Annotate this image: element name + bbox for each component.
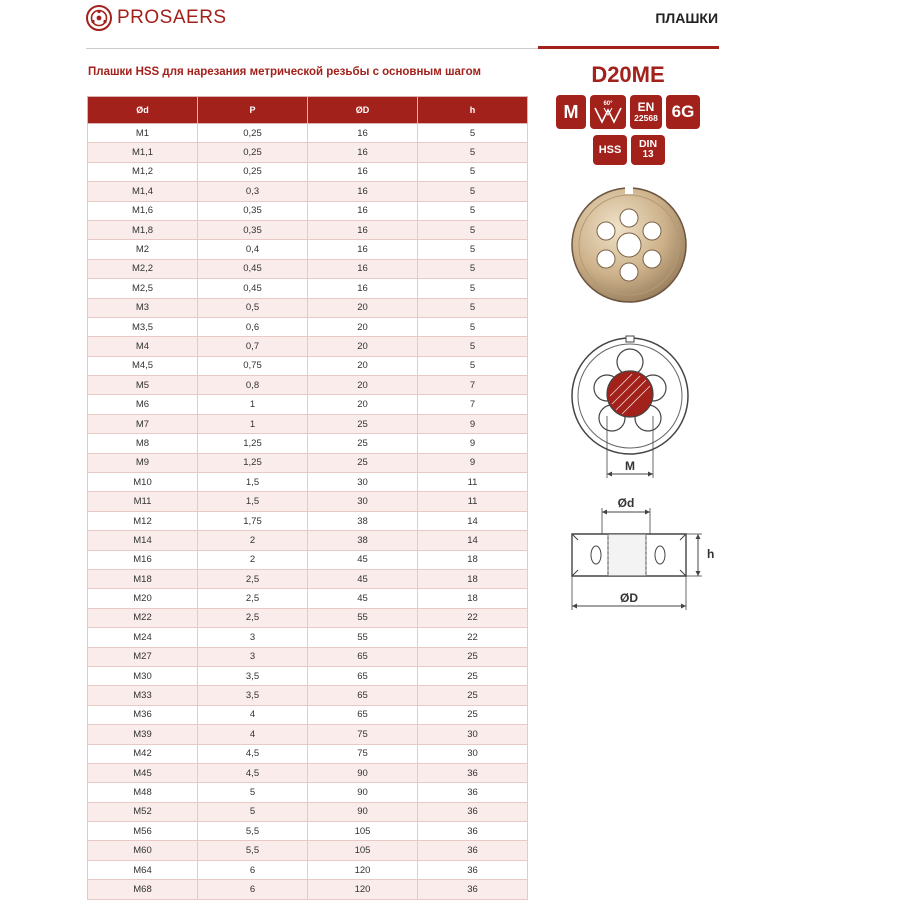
cell-od: 75 <box>308 744 418 763</box>
header-cell-h: h <box>418 97 528 124</box>
cell-d: M12 <box>88 511 198 530</box>
cell-od: 65 <box>308 666 418 685</box>
cell-h: 25 <box>418 705 528 724</box>
cell-h: 30 <box>418 725 528 744</box>
cell-p: 1,75 <box>198 511 308 530</box>
table-row <box>88 240 528 259</box>
cell-h: 9 <box>418 434 528 453</box>
table-row <box>88 201 528 220</box>
cell-h: 5 <box>418 259 528 278</box>
cell-h: 5 <box>418 279 528 298</box>
cell-p: 0,75 <box>198 356 308 375</box>
cell-d: M8 <box>88 434 198 453</box>
cell-d: M48 <box>88 783 198 802</box>
cell-d: M30 <box>88 666 198 685</box>
cell-h: 36 <box>418 763 528 782</box>
cell-od: 65 <box>308 647 418 666</box>
material-badge: HSS <box>593 135 627 165</box>
cell-d: M64 <box>88 860 198 879</box>
brand-name: PROSAERS <box>117 7 227 28</box>
cell-od: 16 <box>308 279 418 298</box>
cell-d: M1 <box>88 124 198 143</box>
cell-od: 16 <box>308 143 418 162</box>
cell-d: M7 <box>88 414 198 433</box>
table-header-row <box>88 97 528 124</box>
cell-od: 25 <box>308 453 418 472</box>
cell-d: M16 <box>88 550 198 569</box>
cell-h: 5 <box>418 182 528 201</box>
cell-d: M1,1 <box>88 143 198 162</box>
cell-od: 16 <box>308 220 418 239</box>
cell-d: M42 <box>88 744 198 763</box>
cell-d: M36 <box>88 705 198 724</box>
cell-p: 2 <box>198 550 308 569</box>
product-code: D20ME <box>591 62 665 87</box>
cell-h: 36 <box>418 783 528 802</box>
cell-od: 105 <box>308 822 418 841</box>
table-row <box>88 298 528 317</box>
din-standard-number: 13 <box>642 149 654 161</box>
cell-h: 5 <box>418 298 528 317</box>
cell-d: M56 <box>88 822 198 841</box>
table-row <box>88 763 528 782</box>
cell-h: 7 <box>418 376 528 395</box>
table-row <box>88 492 528 511</box>
cell-p: 1,5 <box>198 473 308 492</box>
cell-p: 5,5 <box>198 841 308 860</box>
cell-h: 5 <box>418 162 528 181</box>
cell-p: 0,7 <box>198 337 308 356</box>
cell-p: 0,5 <box>198 298 308 317</box>
cell-h: 5 <box>418 220 528 239</box>
cell-od: 55 <box>308 628 418 647</box>
table-row <box>88 550 528 569</box>
cell-h: 7 <box>418 395 528 414</box>
en-standard-badge <box>630 95 662 129</box>
cell-h: 5 <box>418 337 528 356</box>
cell-h: 36 <box>418 841 528 860</box>
cell-p: 3 <box>198 647 308 666</box>
table-row <box>88 337 528 356</box>
table-row <box>88 531 528 550</box>
cell-d: M18 <box>88 569 198 588</box>
table-row <box>88 647 528 666</box>
cell-h: 11 <box>418 492 528 511</box>
header-divider <box>86 48 538 49</box>
cell-h: 5 <box>418 124 528 143</box>
thread-angle-badge <box>590 95 626 129</box>
cell-od: 30 <box>308 473 418 492</box>
table-row <box>88 162 528 181</box>
cell-p: 5 <box>198 783 308 802</box>
table-row <box>88 395 528 414</box>
cell-d: M1,2 <box>88 162 198 181</box>
cell-od: 16 <box>308 201 418 220</box>
cell-od: 20 <box>308 337 418 356</box>
cell-d: M27 <box>88 647 198 666</box>
cell-p: 2 <box>198 531 308 550</box>
cell-od: 20 <box>308 376 418 395</box>
cell-d: M2,5 <box>88 279 198 298</box>
cell-p: 0,45 <box>198 259 308 278</box>
table-row <box>88 860 528 879</box>
cell-d: M3,5 <box>88 317 198 336</box>
cell-p: 0,45 <box>198 279 308 298</box>
cell-h: 36 <box>418 802 528 821</box>
cell-p: 1,5 <box>198 492 308 511</box>
table-row <box>88 880 528 899</box>
cell-h: 5 <box>418 143 528 162</box>
table-row <box>88 822 528 841</box>
cell-p: 2,5 <box>198 569 308 588</box>
cell-h: 25 <box>418 647 528 666</box>
table-row <box>88 744 528 763</box>
cell-h: 18 <box>418 589 528 608</box>
header-accent-divider <box>538 46 719 49</box>
table-body <box>88 124 528 900</box>
cell-h: 11 <box>418 473 528 492</box>
cell-p: 4 <box>198 705 308 724</box>
cell-h: 18 <box>418 569 528 588</box>
cell-od: 20 <box>308 356 418 375</box>
cell-d: M4,5 <box>88 356 198 375</box>
cell-p: 0,3 <box>198 182 308 201</box>
cell-od: 38 <box>308 511 418 530</box>
cell-d: M33 <box>88 686 198 705</box>
cell-d: M52 <box>88 802 198 821</box>
cell-od: 65 <box>308 705 418 724</box>
diameter-label-m: M <box>625 459 635 473</box>
cell-d: M14 <box>88 531 198 550</box>
cell-p: 1 <box>198 395 308 414</box>
cell-p: 0,6 <box>198 317 308 336</box>
cell-od: 16 <box>308 124 418 143</box>
cell-od: 45 <box>308 550 418 569</box>
cell-h: 9 <box>418 414 528 433</box>
table-row <box>88 841 528 860</box>
en-standard-number: 22568 <box>634 112 658 123</box>
cell-p: 6 <box>198 880 308 899</box>
cell-d: M3 <box>88 298 198 317</box>
cell-d: M39 <box>88 725 198 744</box>
cell-od: 16 <box>308 240 418 259</box>
cell-p: 1,25 <box>198 453 308 472</box>
cell-od: 120 <box>308 860 418 879</box>
header-cell-p: P <box>198 97 308 124</box>
table-row <box>88 569 528 588</box>
cell-h: 14 <box>418 531 528 550</box>
tolerance-badge: 6G <box>666 95 700 129</box>
height-label: h <box>707 547 715 561</box>
table-row <box>88 259 528 278</box>
table-title: Плашки HSS для нарезания метрической резьбы с основным шагом <box>88 66 481 78</box>
cell-d: M45 <box>88 763 198 782</box>
table-row <box>88 376 528 395</box>
cell-od: 25 <box>308 434 418 453</box>
metric-thread-badge: M <box>556 95 586 129</box>
table-row <box>88 666 528 685</box>
cell-h: 22 <box>418 628 528 647</box>
cell-p: 4 <box>198 725 308 744</box>
cell-d: M1,8 <box>88 220 198 239</box>
cell-d: M5 <box>88 376 198 395</box>
cell-d: M6 <box>88 395 198 414</box>
cell-od: 105 <box>308 841 418 860</box>
cell-od: 45 <box>308 589 418 608</box>
table-row <box>88 686 528 705</box>
cell-p: 0,4 <box>198 240 308 259</box>
die-front-diagram <box>560 326 700 486</box>
cell-p: 5,5 <box>198 822 308 841</box>
cell-d: M1,6 <box>88 201 198 220</box>
cell-od: 30 <box>308 492 418 511</box>
din-standard-badge <box>631 135 665 165</box>
cell-p: 4,5 <box>198 744 308 763</box>
inner-diameter-label: Ød <box>617 496 635 510</box>
cell-p: 1,25 <box>198 434 308 453</box>
en-standard-label: EN <box>637 100 655 115</box>
cell-d: M60 <box>88 841 198 860</box>
cell-h: 5 <box>418 317 528 336</box>
table-row <box>88 628 528 647</box>
cell-p: 0,8 <box>198 376 308 395</box>
table-row <box>88 220 528 239</box>
table-row <box>88 589 528 608</box>
din-standard-label: DIN <box>638 138 658 151</box>
die-photo <box>570 186 688 304</box>
cell-d: M1,4 <box>88 182 198 201</box>
die-side-diagram <box>552 494 724 614</box>
table-row <box>88 414 528 433</box>
cell-p: 3 <box>198 628 308 647</box>
logo-icon <box>86 5 112 31</box>
outer-diameter-label: ØD <box>620 591 638 605</box>
table-row <box>88 279 528 298</box>
table-row <box>88 473 528 492</box>
cell-h: 5 <box>418 201 528 220</box>
cell-od: 75 <box>308 725 418 744</box>
cell-d: M11 <box>88 492 198 511</box>
cell-h: 36 <box>418 822 528 841</box>
table-row <box>88 124 528 143</box>
cell-h: 14 <box>418 511 528 530</box>
cell-od: 16 <box>308 182 418 201</box>
cell-h: 9 <box>418 453 528 472</box>
cell-p: 4,5 <box>198 763 308 782</box>
cell-p: 2,5 <box>198 589 308 608</box>
cell-d: M20 <box>88 589 198 608</box>
table-row <box>88 434 528 453</box>
table-row <box>88 453 528 472</box>
cell-od: 20 <box>308 395 418 414</box>
header-cell-od: ØD <box>308 97 418 124</box>
cell-d: M2 <box>88 240 198 259</box>
cell-od: 38 <box>308 531 418 550</box>
cell-p: 3,5 <box>198 686 308 705</box>
header-cell-d: Ød <box>88 97 198 124</box>
cell-h: 5 <box>418 356 528 375</box>
cell-d: M4 <box>88 337 198 356</box>
cell-d: M9 <box>88 453 198 472</box>
dimensions-table <box>87 96 528 900</box>
cell-od: 90 <box>308 783 418 802</box>
cell-od: 25 <box>308 414 418 433</box>
cell-od: 45 <box>308 569 418 588</box>
table-row <box>88 802 528 821</box>
cell-h: 36 <box>418 880 528 899</box>
cell-h: 5 <box>418 240 528 259</box>
table-row <box>88 182 528 201</box>
cell-od: 90 <box>308 802 418 821</box>
cell-p: 1 <box>198 414 308 433</box>
thread-angle-value: 60° <box>603 101 613 107</box>
cell-d: M24 <box>88 628 198 647</box>
cell-p: 0,25 <box>198 162 308 181</box>
cell-d: M22 <box>88 608 198 627</box>
cell-h: 25 <box>418 686 528 705</box>
cell-d: M2,2 <box>88 259 198 278</box>
table-row <box>88 317 528 336</box>
cell-p: 0,25 <box>198 124 308 143</box>
cell-od: 120 <box>308 880 418 899</box>
cell-h: 25 <box>418 666 528 685</box>
cell-p: 3,5 <box>198 666 308 685</box>
cell-h: 30 <box>418 744 528 763</box>
table-row <box>88 783 528 802</box>
cell-p: 0,35 <box>198 220 308 239</box>
cell-od: 90 <box>308 763 418 782</box>
thread-profile-icon <box>593 98 623 126</box>
cell-p: 0,25 <box>198 143 308 162</box>
cell-d: M68 <box>88 880 198 899</box>
table-row <box>88 608 528 627</box>
cell-p: 2,5 <box>198 608 308 627</box>
cell-od: 16 <box>308 162 418 181</box>
table-row <box>88 356 528 375</box>
cell-p: 0,35 <box>198 201 308 220</box>
table-row <box>88 705 528 724</box>
brand-logo[interactable] <box>86 6 227 30</box>
cell-h: 22 <box>418 608 528 627</box>
table-row <box>88 725 528 744</box>
cell-od: 55 <box>308 608 418 627</box>
cell-od: 65 <box>308 686 418 705</box>
cell-d: M10 <box>88 473 198 492</box>
cell-od: 16 <box>308 259 418 278</box>
cell-p: 5 <box>198 802 308 821</box>
cell-od: 20 <box>308 317 418 336</box>
cell-p: 6 <box>198 860 308 879</box>
cell-h: 18 <box>418 550 528 569</box>
cell-h: 36 <box>418 860 528 879</box>
table-row <box>88 511 528 530</box>
cell-od: 20 <box>308 298 418 317</box>
table-row <box>88 143 528 162</box>
section-title: ПЛАШКИ <box>655 10 718 26</box>
